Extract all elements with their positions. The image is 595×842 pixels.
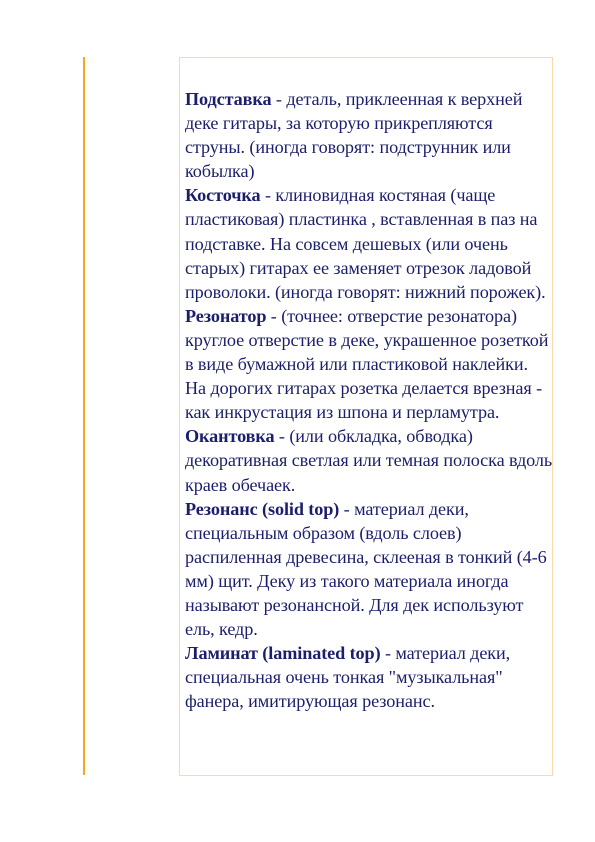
glossary-definition: - деталь, приклеенная к верхней деке гитары, за которую прикрепляются струны. (иногда говорят: подструнник или кобылка) (185, 89, 523, 182)
glossary-definition: - (точнее: отверстие резонатора) круглое отверстие в деке, украшенное розеткой в виде бумажной или пластиковой наклейки. На дорогих гитарах розетка делается врезная - как инкрустация из шпона и перламутра. (185, 305, 549, 423)
glossary-definition: - материал деки, специальным образом (вдоль слоев) распиленная древесина, склееная в тонкий (4-6 мм) щит. Деку из такого материала иногда называют резонансной. Для дек используют ель, кедр. (185, 498, 547, 640)
glossary-term: Подставка (185, 89, 272, 109)
glossary-definition: - (или обкладка, обводка) декоративная светлая или темная полоска вдоль краев обечаек. (185, 426, 553, 495)
glossary-term: Резонатор (185, 305, 267, 326)
glossary-term: Ламинат (laminated top) (185, 643, 381, 664)
glossary-entry-laminat (185, 641, 553, 713)
glossary-term: Резонанс (solid top) (185, 498, 340, 519)
left-margin-rule (83, 57, 85, 775)
glossary-entry-okantovka (185, 424, 553, 496)
glossary-definition: - материал деки, специальная очень тонкая "музыкальная" фанера, имитирующая резонанс. (185, 643, 511, 712)
glossary-entry-rezonans (185, 497, 553, 642)
glossary-term: Окантовка (185, 426, 275, 447)
glossary-entry-podstavka (185, 87, 553, 183)
glossary-entry-rezonator (185, 304, 553, 424)
glossary-definition: - клиновидная костяная (чаще пластиковая) пластинка , вставленная в паз на подставке. На совсем дешевых (или очень старых) гитарах ее заменяет отрезок ладовой проволоки. (иногда говорят: нижний порожек). (185, 185, 546, 302)
glossary-text (185, 87, 553, 713)
glossary-entry-kostochka (185, 183, 553, 303)
glossary-term: Косточка (185, 185, 261, 206)
